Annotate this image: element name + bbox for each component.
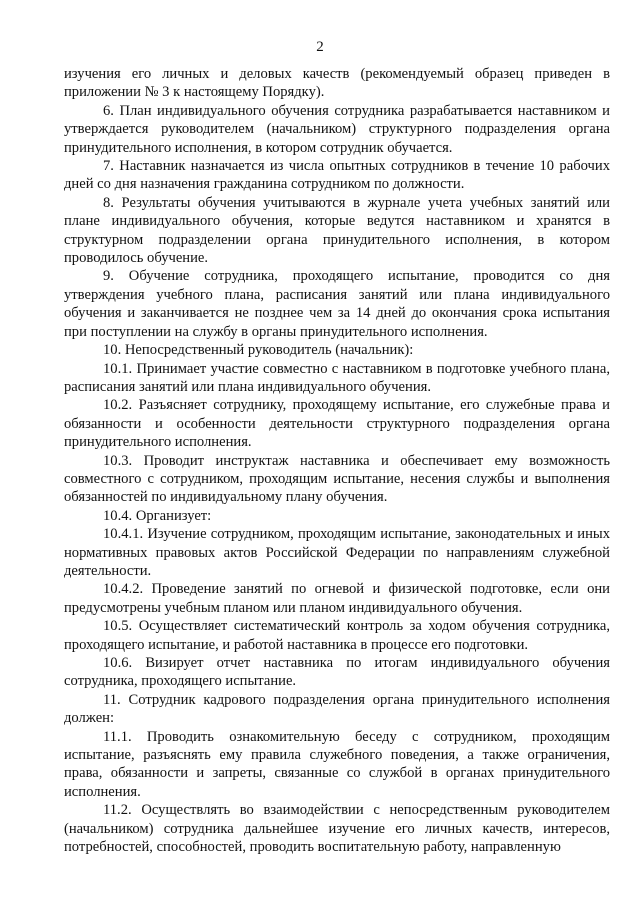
paragraph-item-11-2: 11.2. Осуществлять во взаимодействии с непосредственным руководителем (начальником) сотрудника дальнейшее изучение его личных качеств, интересов, потребностей, способностей, проводить воспитательную работу, направленную [64,802,610,856]
paragraph-item-11-1: 11.1. Проводить ознакомительную беседу с сотрудником, проходящим испытание, разъяснять ему правила служебного поведения, а также ограничения, права, обязанности и запреты, связанные со службой в органах принудительного исполнения. [64,728,610,800]
paragraph-item-7: 7. Наставник назначается из числа опытных сотрудников в течение 10 рабочих дней со дня назначения гражданина сотрудником по должности. [64,158,610,193]
paragraph-item-8: 8. Результаты обучения учитываются в журнале учета учебных занятий или плане индивидуального обучения, которые ведутся наставником и хранятся в структурном подразделении органа принудительного исполнения, в котором проводилось обучение. [64,194,610,267]
paragraph-item-10-4-1: 10.4.1. Изучение сотрудником, проходящим испытание, законодательных и иных нормативных правовых актов Российской Федерации по направлениям служебной деятельности. [64,526,610,579]
paragraph-item-11: 11. Сотрудник кадрового подразделения органа принудительного исполнения должен: [64,691,610,727]
paragraph-item-10-4-2: 10.4.2. Проведение занятий по огневой и физической подготовке, если они предусмотрены учебным планом или планом индивидуального обучения. [64,581,610,616]
paragraph-item-9: 9. Обучение сотрудника, проходящего испытание, проводится со дня утверждения учебного плана, расписания занятий или плана индивидуального обучения и заканчивается не позднее чем за 14 дней до окончания срока испытания при поступлении на службу в органы принудительного исполнения. [64,268,610,340]
paragraph-item-10: 10. Непосредственный руководитель (начальник): [103,342,414,359]
paragraph-continuation: изучения его личных и деловых качеств (рекомендуемый образец приведен в приложении № 3 к настоящему Порядку). [64,66,610,101]
paragraph-item-10-1: 10.1. Принимает участие совместно с наставником в подготовке учебного плана, расписания занятий или плана индивидуального обучения. [64,360,610,395]
paragraph-item-10-3: 10.3. Проводит инструктаж наставника и обеспечивает ему возможность совместного с сотрудником, проходящим испытание, несения службы и выполнения обязанностей по индивидуальному плану обучения. [64,452,610,506]
paragraph-item-10-6: 10.6. Визирует отчет наставника по итогам индивидуального обучения сотрудника, проходящего испытание. [64,655,610,690]
paragraph-item-6: 6. План индивидуального обучения сотрудника разрабатывается наставником и утверждается руководителем (начальником) структурного подразделения органа принудительного исполнения, в котором сотрудник обучается. [64,102,610,156]
document-body [64,65,610,856]
page-number: 2 [316,39,324,55]
paragraph-item-10-2: 10.2. Разъясняет сотруднику, проходящему испытание, его служебные права и обязанности и особенности деятельности структурного подразделения органа принудительного исполнения. [64,397,610,451]
paragraph-item-10-4: 10.4. Организует: [103,507,212,524]
paragraph-item-10-5: 10.5. Осуществляет систематический контроль за ходом обучения сотрудника, проходящего испытание, и работой наставника в процессе его подготовки. [64,618,610,653]
